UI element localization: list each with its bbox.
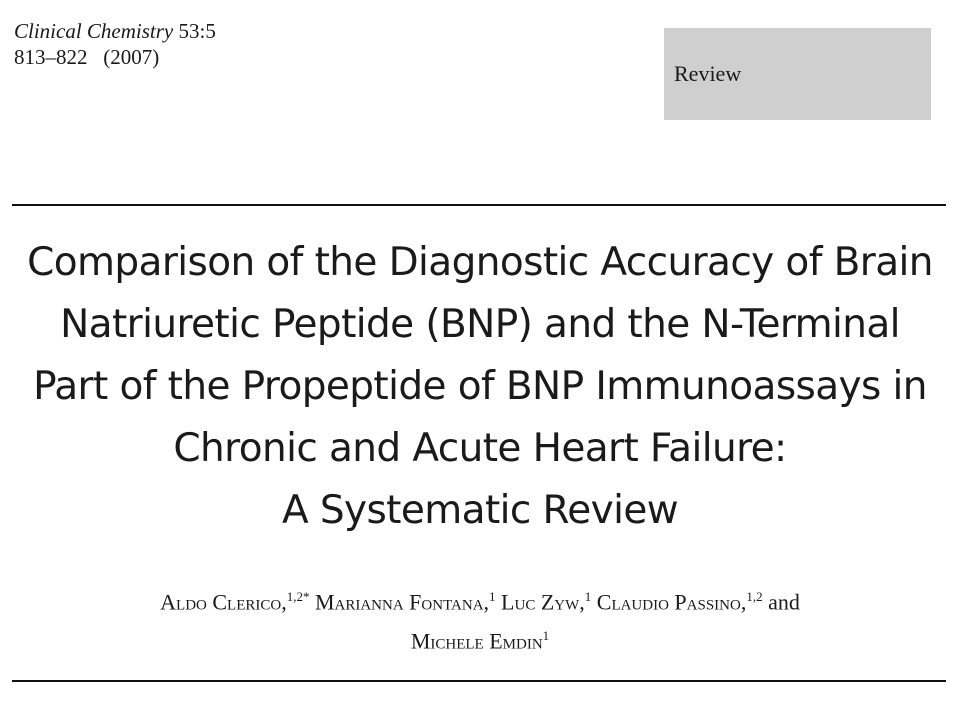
author-affiliation: 1 xyxy=(489,589,496,604)
journal-line-2 xyxy=(14,44,216,70)
author-list xyxy=(20,580,940,659)
section-badge xyxy=(664,28,931,120)
author-name: Marianna Fontana, xyxy=(314,589,490,615)
journal-citation xyxy=(14,18,216,70)
title-line: Part of the Propeptide of BNP Immunoassays in xyxy=(33,364,927,409)
author-name: Michele Emdin xyxy=(410,628,543,654)
paper-title xyxy=(20,232,940,542)
author-affiliation: 1 xyxy=(584,589,592,604)
top-divider xyxy=(12,204,946,206)
journal-pages: 813–822 xyxy=(14,45,88,69)
author-conjunction: and xyxy=(768,589,800,615)
journal-volume-issue: 53:5 xyxy=(178,19,216,43)
journal-name: Clinical Chemistry xyxy=(14,19,174,43)
title-line: Chronic and Acute Heart Failure: xyxy=(173,426,787,471)
author-affiliation: 1,2 xyxy=(746,589,763,604)
author-line-2 xyxy=(20,619,940,658)
title-line: Comparison of the Diagnostic Accuracy of Brain xyxy=(27,240,933,285)
section-label: Review xyxy=(674,61,742,86)
journal-year: (2007) xyxy=(103,45,160,69)
journal-line-1 xyxy=(14,18,216,44)
author-affiliation: 1 xyxy=(542,628,550,644)
author-line-1 xyxy=(20,580,940,619)
author-name: Aldo Clerico, xyxy=(160,589,287,615)
bottom-divider xyxy=(12,680,946,682)
title-line: Natriuretic Peptide (BNP) and the N-Terminal xyxy=(60,302,900,347)
author-affiliation: 1,2* xyxy=(286,589,310,604)
author-name: Luc Zyw, xyxy=(501,589,585,615)
title-line: A Systematic Review xyxy=(281,488,679,533)
author-name: Claudio Passino, xyxy=(596,589,747,615)
